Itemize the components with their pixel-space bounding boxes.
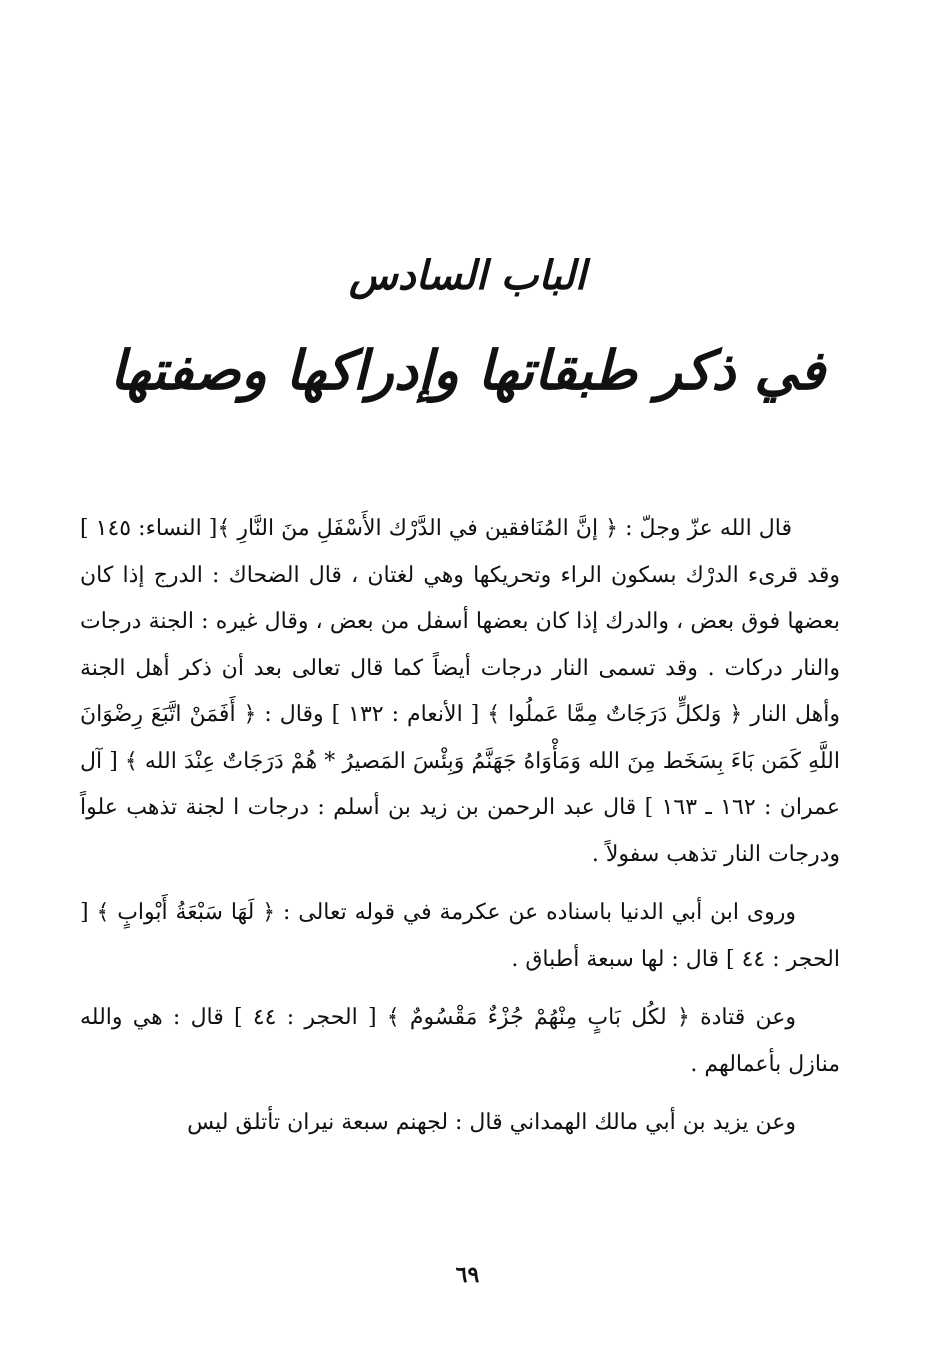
paragraph-4: وعن يزيد بن أبي مالك الهمداني قال : لجهنم سبعة نيران تأتلق ليس <box>187 1110 796 1135</box>
paragraph-1: قال الله عزّ وجلّ : ﴿ إنَّ المُنَافقين في الدَّرْك الأَسْفَلِ منَ النَّارِ ﴾[ النساء: ١٤٥ ] وقد قرىء الدرْك بسكون الراء وتحريكها وهي لغتان ، قال الضحاك : الدرج إذا كان بعضها فوق بعض ، والدرك إذا كان بعضها أسفل من بعض ، وقال غيره : الجنة درجات والنار دركات . وقد تسمى النار درجات أيضاً كما قال تعالى بعد أن ذكر أهل الجنة وأهل النار ﴿ وَلكلٍّ دَرَجَاتٌ مِمَّا عَملُوا ﴾ [ الأنعام : ١٣٢ ] وقال : ﴿ أَفَمَنْ اتَّبَعَ رِضْوَانَ اللَّهِ كَمَن بَاءَ بِسَخَط مِنَ الله وَمَأْوَاهُ جَهَنَّمُ وَبِئْسَ المَصيرُ * هُمْ دَرَجَاتٌ عِنْدَ الله ﴾ [ آل عمران : ١٦٢ ـ ١٦٣ ] قال عبد الرحمن بن زيد بن أسلم : درجات ا لجنة تذهب علواً ودرجات النار تذهب سفولاً . <box>80 516 841 867</box>
chapter-label: الباب السادس <box>349 252 586 299</box>
paragraph-3: وعن قتادة ﴿ لكُل بَابٍ مِنْهُمْ جُزْءٌ مَقْسُومٌ ﴾ [ الحجر : ٤٤ ] قال : هي والله منازل بأعمالهم . <box>80 1005 840 1077</box>
page-number: ٦٩ <box>455 1262 480 1288</box>
body-text <box>80 506 840 1159</box>
chapter-title: في ذكر طبقاتها وإدراكها وصفتها <box>109 338 826 402</box>
paragraph-2: وروى ابن أبي الدنيا باسناده عن عكرمة في قوله تعالى : ﴿ لَهَا سَبْعَةُ أَبْوابٍ ﴾ [ الحجر : ٤٤ ] قال : لها سبعة أطباق . <box>80 900 840 972</box>
